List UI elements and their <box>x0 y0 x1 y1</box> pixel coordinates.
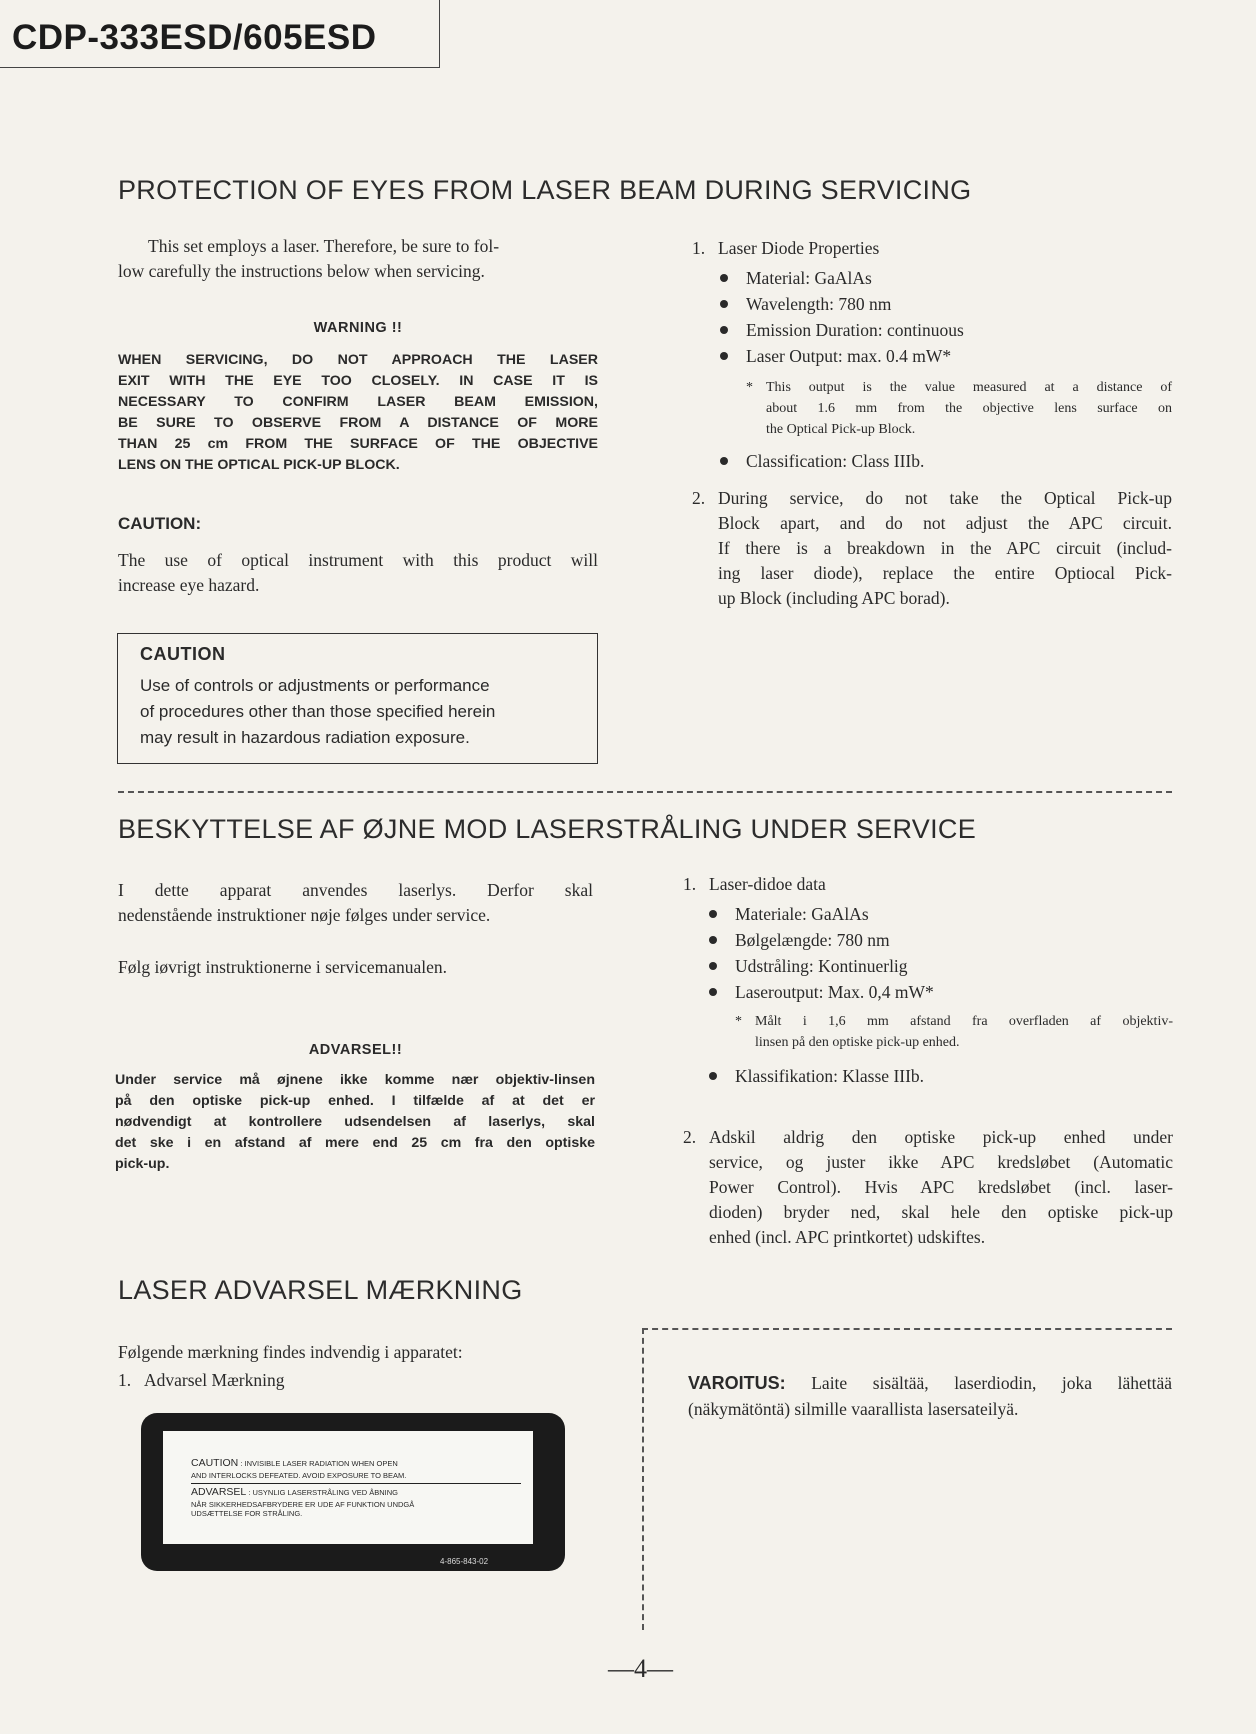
finnish-warning-text: Laite sisältää, laserdiodin, joka lähettää <box>811 1373 1172 1393</box>
note-asterisk: * <box>735 1014 742 1029</box>
model-number: CDP-333ESD/605ESD <box>12 18 377 57</box>
list-item: Materiale: GaAlAs <box>707 901 1173 927</box>
danish-item-2-line: enhed (incl. APC printkortet) udskiftes. <box>709 1227 986 1247</box>
finnish-warning <box>688 1370 1172 1422</box>
caution-box-line: Use of controls or adjustments or performance <box>140 676 490 695</box>
english-laser-properties <box>692 236 1172 611</box>
list-item: Laser Output: max. 0.4 mW* <box>718 343 1172 369</box>
caution-box-title: CAUTION <box>140 644 226 664</box>
marking-item-label: Advarsel Mærkning <box>144 1370 285 1390</box>
label-caution-row <box>191 1459 521 1468</box>
marking-intro: Følgende mærkning findes indvendig i apparatet: <box>118 1342 463 1362</box>
list-item: Emission Duration: continuous <box>718 317 1172 343</box>
english-warning-block <box>118 350 598 476</box>
english-classification-list <box>718 448 1172 474</box>
english-warning-line: BE SURE TO OBSERVE FROM A DISTANCE OF MORE <box>118 415 598 431</box>
label-advarsel-word: ADVARSEL <box>191 1486 247 1498</box>
english-caution-line: increase eye hazard. <box>118 575 260 595</box>
danish-warning-line: det ske i en afstand af mere end 25 cm fra den optiske <box>115 1135 595 1151</box>
english-caution-text <box>118 548 598 598</box>
danish-item-2 <box>683 1125 1173 1250</box>
english-item-1-title <box>692 236 1172 261</box>
english-caution-line: The use of optical instrument with this product will <box>118 550 598 570</box>
english-output-note <box>746 377 1172 440</box>
danish-warning-line: nødvendigt at kontrollere udsendelsen af laserlys, skal <box>115 1114 595 1130</box>
english-intro-line: This set employs a laser. Therefore, be sure to fol- <box>148 236 500 256</box>
danish-intro-line: I dette apparat anvendes laserlys. Derfor skal <box>118 880 593 900</box>
danish-item-1-title <box>683 872 1173 897</box>
label-advarsel-row-2: NÅR SIKKERHEDSAFBRYDERE ER UDE AF FUNKTION UNDGÅ <box>191 1500 415 1509</box>
label-advarsel-text: : USYNLIG LASERSTRÅLING VED ÅBNING <box>248 1488 398 1497</box>
english-caution-heading: CAUTION: <box>118 514 202 533</box>
label-advarsel-row-3: UDSÆTTELSE FOR STRÅLING. <box>191 1509 303 1518</box>
danish-classification-list <box>707 1063 1173 1089</box>
label-part-code: 4-865-843-02 <box>440 1557 489 1566</box>
danish-intro <box>118 878 593 928</box>
danish-item-2-line: service, og juster ikke APC kredsløbet (Automatic <box>709 1152 1173 1172</box>
english-warning-heading: WARNING !! <box>313 320 403 336</box>
danish-section-title: BESKYTTELSE AF ØJNE MOD LASERSTRÅLING UNDER SERVICE <box>118 814 977 844</box>
danish-warning-line: pick-up. <box>115 1156 170 1172</box>
label-advarsel-row <box>191 1488 521 1497</box>
english-item-2-line: If there is a breakdown in the APC circuit (includ- <box>718 538 1172 558</box>
english-warning-line: NECESSARY TO CONFIRM LASER BEAM EMISSION, <box>118 394 598 410</box>
danish-item-1-label: Laser-didoe data <box>709 874 826 894</box>
finnish-warning-heading: VAROITUS: <box>688 1373 786 1393</box>
english-warning-line: LENS ON THE OPTICAL PICK-UP BLOCK. <box>118 457 400 473</box>
english-item-2-line: During service, do not take the Optical Pick-up <box>718 488 1172 508</box>
list-item: Wavelength: 780 nm <box>718 291 1172 317</box>
section-divider <box>118 791 1172 793</box>
english-item-1-label: Laser Diode Properties <box>718 238 880 258</box>
english-intro <box>118 234 598 284</box>
english-item-2-line: ing laser diode), replace the entire Optiocal Pick- <box>718 563 1172 583</box>
english-warning-line: WHEN SERVICING, DO NOT APPROACH THE LASER <box>118 352 598 368</box>
danish-item-2-line: Power Control). Hvis APC kredsløbet (incl. laser- <box>709 1177 1173 1197</box>
marking-section-title: LASER ADVARSEL MÆRKNING <box>118 1275 523 1305</box>
english-warning-line: EXIT WITH THE EYE TOO CLOSELY. IN CASE IT IS <box>118 373 598 389</box>
caution-box <box>117 633 598 764</box>
caution-box-line: may result in hazardous radiation exposure. <box>140 728 470 747</box>
english-item-2-line: Block apart, and do not adjust the APC circuit. <box>718 513 1172 533</box>
danish-warning-line: på den optiske pick-up enhed. I tilfælde af at det er <box>115 1093 595 1109</box>
list-item: Klassifikation: Klasse IIIb. <box>707 1063 1173 1089</box>
danish-intro-line: nedenstående instruktioner nøje følges under service. <box>118 905 491 925</box>
english-item-2-line: up Block (including APC borad). <box>718 588 950 608</box>
danish-output-note <box>735 1011 1173 1053</box>
finnish-box-left-border <box>642 1328 644 1630</box>
note-line: linsen på den optiske pick-up enhed. <box>755 1035 960 1050</box>
label-caution-word: CAUTION <box>191 1457 239 1469</box>
note-line: about 1.6 mm from the objective lens surface on <box>766 401 1172 416</box>
danish-item-1-number: 1. <box>683 874 697 894</box>
danish-warning-heading: ADVARSEL!! <box>308 1042 403 1058</box>
caution-box-text <box>140 673 577 751</box>
english-intro-line: low carefully the instructions below when servicing. <box>118 261 485 281</box>
english-properties-list <box>718 265 1172 369</box>
english-section-title: PROTECTION OF EYES FROM LASER BEAM DURING SERVICING <box>118 175 972 205</box>
list-item: Laseroutput: Max. 0,4 mW* <box>707 979 1173 1005</box>
marking-item-number: 1. <box>118 1370 132 1390</box>
list-item: Material: GaAlAs <box>718 265 1172 291</box>
warning-label-panel <box>163 1431 533 1544</box>
label-caution-row-2: AND INTERLOCKS DEFEATED. AVOID EXPOSURE TO BEAM. <box>191 1471 521 1484</box>
english-item-1-number: 1. <box>692 238 706 258</box>
list-item: Udstråling: Kontinuerlig <box>707 953 1173 979</box>
note-asterisk: * <box>746 380 753 395</box>
caution-box-line: of procedures other than those specified herein <box>140 702 496 721</box>
danish-warning-block <box>115 1070 595 1175</box>
danish-follow-line: Følg iøvrigt instruktionerne i servicemanualen. <box>118 957 448 977</box>
english-warning-line: THAN 25 cm FROM THE SURFACE OF THE OBJECTIVE <box>118 436 598 452</box>
note-line: This output is the value measured at a distance of <box>766 380 1172 395</box>
danish-properties-list <box>707 901 1173 1005</box>
english-item-2 <box>692 486 1172 611</box>
danish-item-2-line: Adskil aldrig den optiske pick-up enhed under <box>709 1127 1173 1147</box>
list-item: Classification: Class IIIb. <box>718 448 1172 474</box>
page-number: —4— <box>608 1654 673 1683</box>
list-item: Bølgelængde: 780 nm <box>707 927 1173 953</box>
danish-warning-line: Under service må øjnene ikke komme nær objektiv-linsen <box>115 1072 595 1088</box>
model-header-tab <box>0 0 440 68</box>
finnish-warning-line-2: (näkymätöntä) silmille vaarallista lasersateilyä. <box>688 1399 1019 1419</box>
danish-item-2-number: 2. <box>683 1127 697 1147</box>
note-line: Målt i 1,6 mm afstand fra overfladen af objektiv- <box>755 1014 1173 1029</box>
note-line: the Optical Pick-up Block. <box>766 422 916 437</box>
danish-item-2-line: dioden) bryder ned, skal hele den optiske pick-up <box>709 1202 1173 1222</box>
finnish-box-top-border <box>642 1328 1172 1330</box>
danish-laser-data <box>683 872 1173 1250</box>
finnish-warning-line-1 <box>688 1370 1172 1396</box>
english-item-2-number: 2. <box>692 488 706 508</box>
label-caution-text: : INVISIBLE LASER RADIATION WHEN OPEN <box>240 1459 398 1468</box>
